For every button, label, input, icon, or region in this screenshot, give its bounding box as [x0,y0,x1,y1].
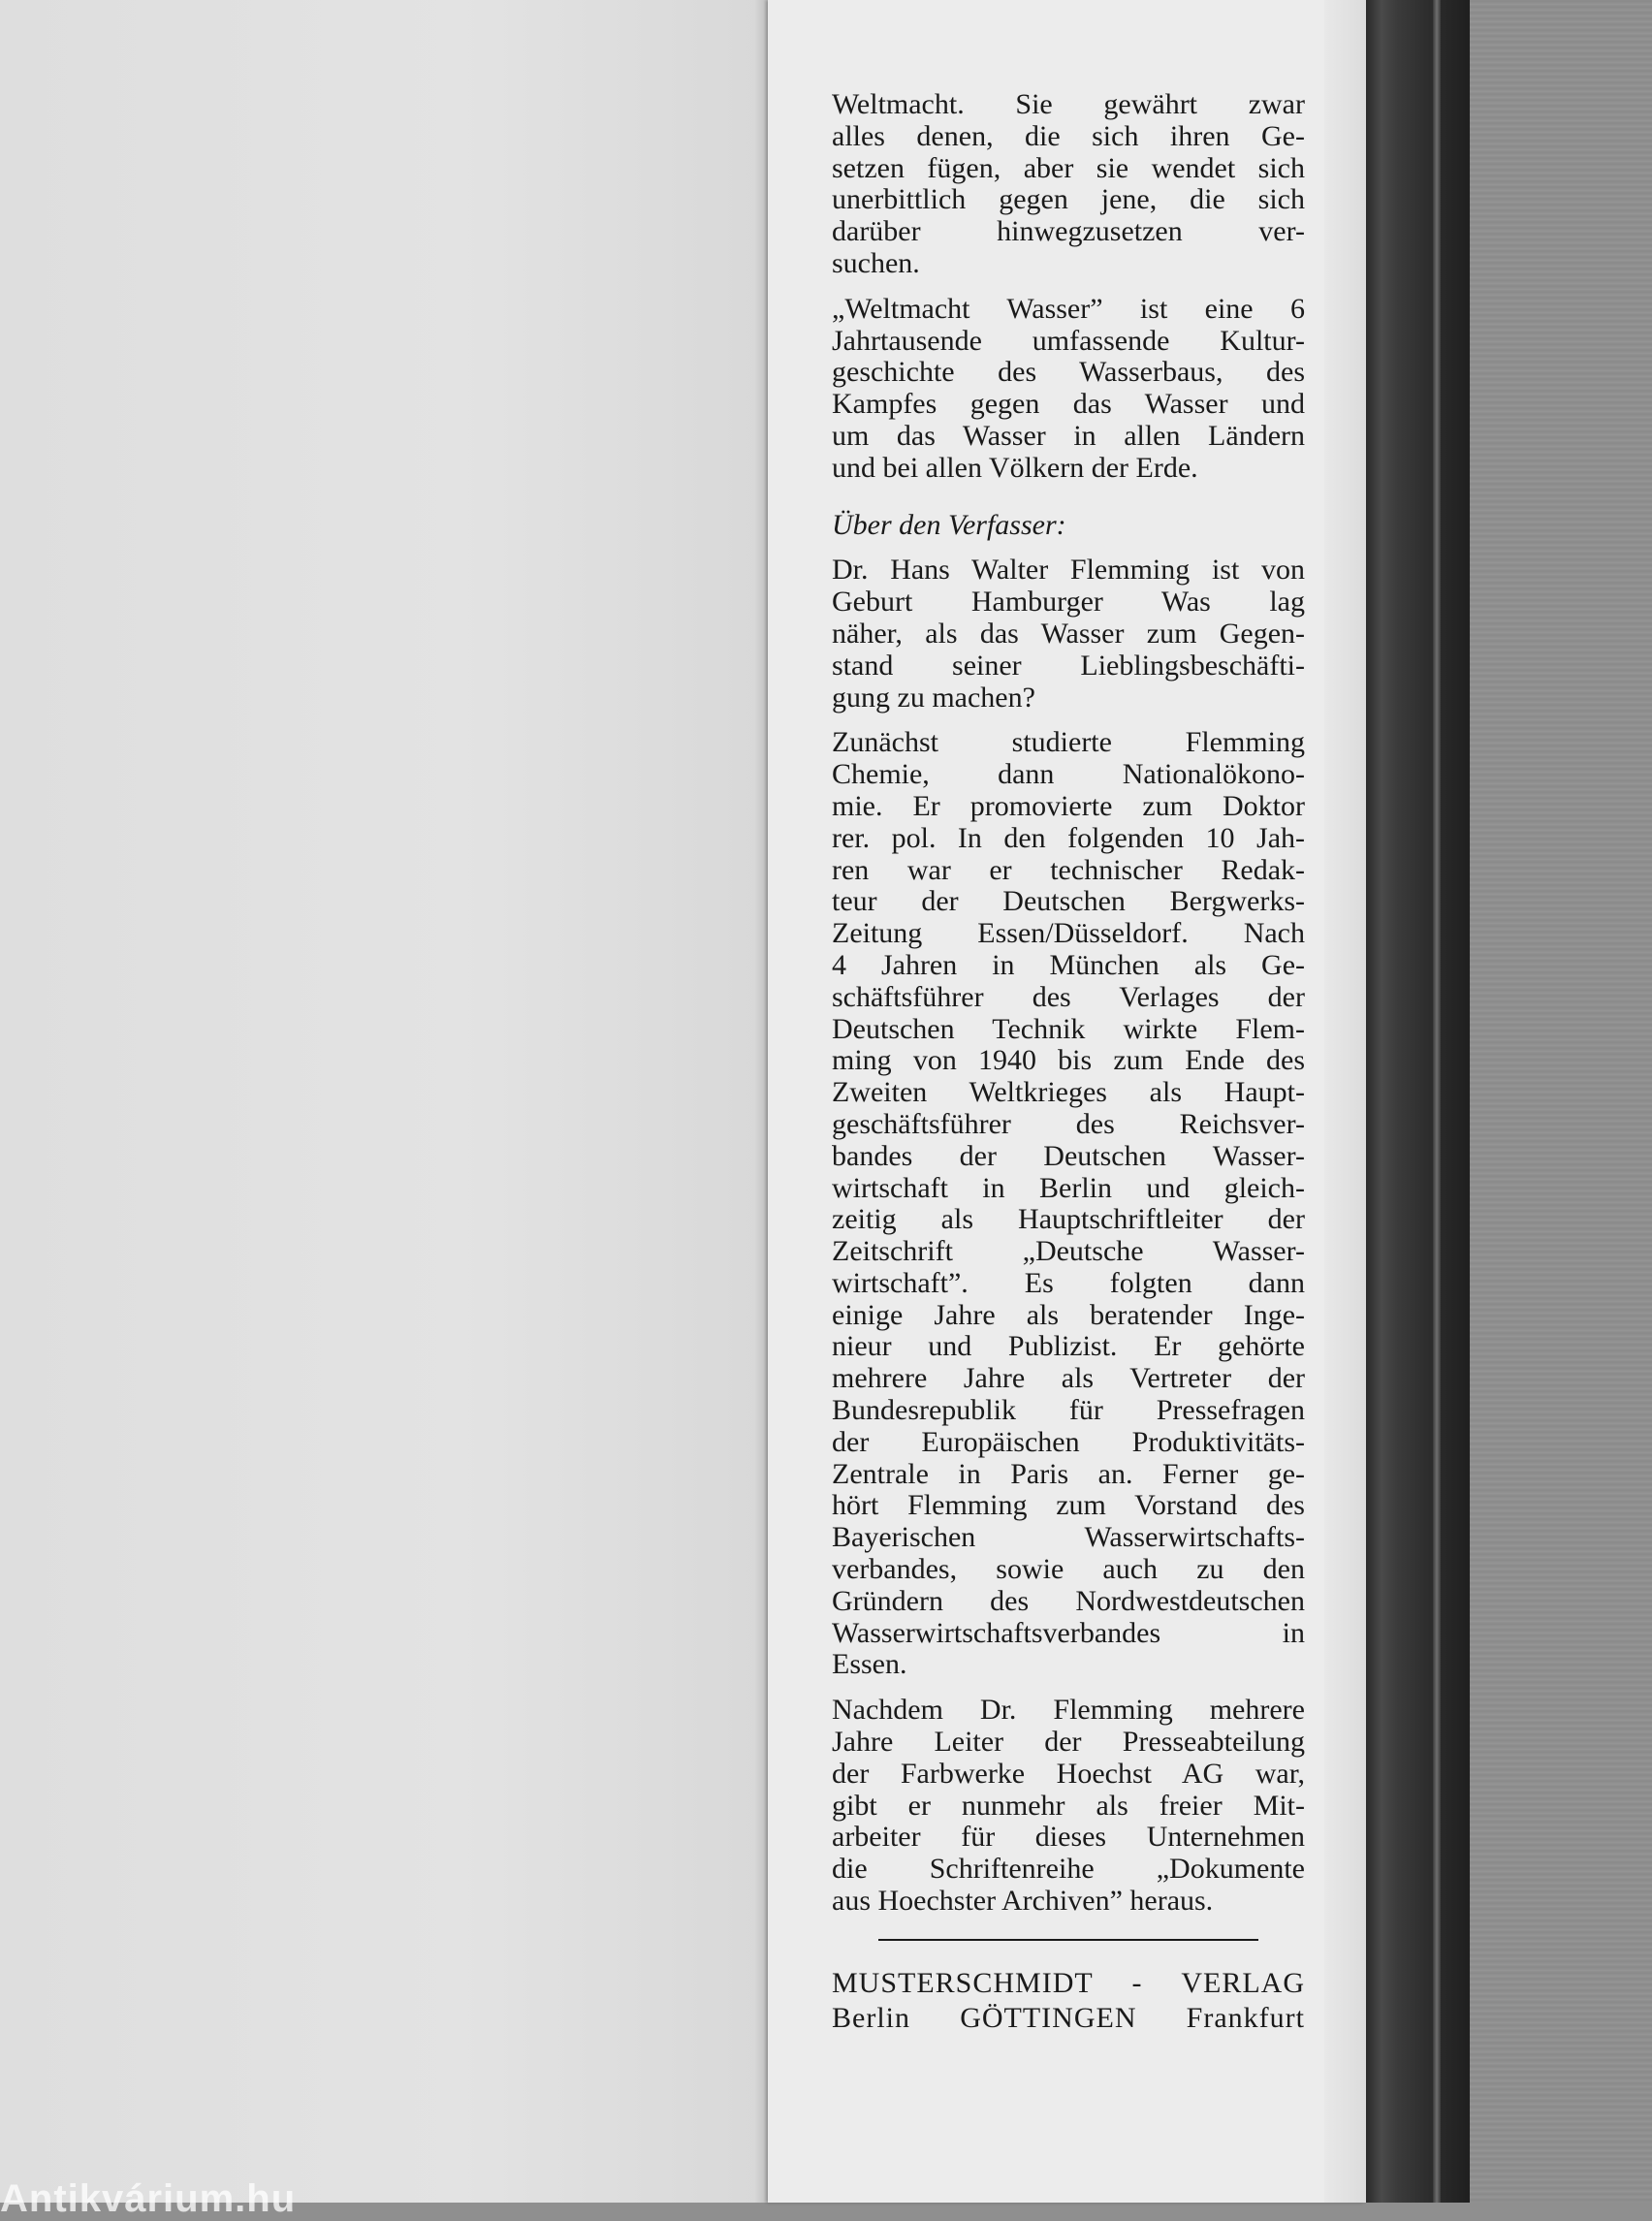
text-line: „Weltmacht Wasser” ist eine 6 [832,292,1305,325]
text-line: Essen. [832,1648,907,1681]
divider-rule [878,1939,1258,1941]
flap-text-column [832,89,1305,2036]
text-line: setzen fügen, aber sie wendet sich [832,151,1305,184]
text-line: Wasserwirtschaftsverbandes in [832,1616,1305,1649]
author-paragraph-2 [832,727,1305,1681]
text-line: zeitig als Hauptschriftleiter der [832,1203,1305,1236]
text-line: verbandes, sowie auch zu den [832,1553,1305,1586]
text-line: teur der Deutschen Bergwerks- [832,885,1305,918]
book-description-paragraph [832,294,1305,485]
text-line: Zweiten Weltkrieges als Haupt- [832,1076,1305,1109]
text-line: gibt er nunmehr als freier Mit- [832,1789,1305,1822]
flap-edge [1324,0,1366,2203]
text-line: Kampfes gegen das Wasser und [832,388,1305,421]
book-spine [1366,0,1470,2203]
text-line: bandes der Deutschen Wasser- [832,1139,1305,1172]
intro-paragraph [832,89,1305,280]
text-line: 4 Jahren in München als Ge- [832,948,1305,981]
text-line: hört Flemming zum Vorstand des [832,1489,1305,1522]
text-line: nieur und Publizist. Er gehörte [832,1330,1305,1363]
text-line: Jahre Leiter der Presseabteilung [832,1726,1305,1759]
watermark: Antikvárium.hu [0,2177,297,2220]
text-line: mie. Er promovierte zum Doktor [832,789,1305,822]
text-line: einige Jahre als beratender Inge- [832,1298,1305,1331]
text-line: der Europäischen Produktivitäts- [832,1425,1305,1458]
text-line: ren war er technischer Redak- [832,853,1305,886]
text-line: gung zu machen? [832,681,1035,714]
text-line: der Farbwerke Hoechst AG war, [832,1757,1305,1790]
text-line: wirtschaft in Berlin und gleich- [832,1171,1305,1204]
text-line: alles denen, die sich ihren Ge- [832,119,1305,152]
publisher-cities: Berlin GÖTTINGEN Frankfurt [832,2001,1305,2034]
text-line: ming von 1940 bis zum Ende des [832,1044,1305,1077]
text-line: geschichte des Wasserbaus, des [832,356,1305,389]
text-line: Zeitung Essen/Düsseldorf. Nach [832,917,1305,950]
text-line: Bayerischen Wasserwirtschafts- [832,1521,1305,1554]
text-line: Deutschen Technik wirkte Flem- [832,1012,1305,1045]
text-line: Geburt Hamburger Was lag [832,586,1305,619]
text-line: geschäftsführer des Reichsver- [832,1107,1305,1140]
author-paragraph-1 [832,555,1305,714]
text-line: Dr. Hans Walter Flemming ist von [832,554,1305,587]
text-line: aus Hoechster Archiven” heraus. [832,1885,1214,1918]
text-line: Bundesrepublik für Pressefragen [832,1394,1305,1427]
background-board [1470,0,1652,2203]
spine-highlight [1433,0,1441,2203]
text-line: die Schriftenreihe „Dokumente [832,1853,1305,1886]
left-endpaper [0,0,768,2203]
text-line: Jahrtausende umfassende Kultur- [832,324,1305,357]
text-line: Weltmacht. Sie gewährt zwar [832,88,1305,120]
text-line: Zunächst studierte Flemming [832,726,1305,759]
text-line: Nachdem Dr. Flemming mehrere [832,1694,1305,1727]
text-line: rer. pol. In den folgenden 10 Jah- [832,821,1305,854]
text-line: Gründern des Nordwestdeutschen [832,1584,1305,1617]
text-line: Chemie, dann Nationalökono- [832,758,1305,791]
text-line: und bei allen Völkern der Erde. [832,451,1198,484]
text-line: unerbittlich gegen jene, die sich [832,183,1305,216]
text-line: stand seiner Lieblingsbeschäfti- [832,649,1305,682]
text-line: schäftsführer des Verlages der [832,980,1305,1013]
publisher-name: MUSTERSCHMIDT - VERLAG [832,1966,1305,1999]
text-line: wirtschaft”. Es folgten dann [832,1266,1305,1299]
text-line: suchen. [832,246,920,279]
author-paragraph-3 [832,1695,1305,1918]
text-line: mehrere Jahre als Vertreter der [832,1362,1305,1395]
text-line: darüber hinwegzusetzen ver- [832,215,1305,248]
text-line: Zentrale in Paris an. Ferner ge- [832,1457,1305,1490]
text-line: Zeitschrift „Deutsche Wasser- [832,1235,1305,1268]
text-line: näher, als das Wasser zum Gegen- [832,617,1305,650]
page-gutter-shadow [754,0,768,2203]
text-line: arbeiter für dieses Unternehmen [832,1821,1305,1854]
text-line: um das Wasser in allen Ländern [832,419,1305,452]
author-heading: Über den Verfasser: [832,508,1066,541]
